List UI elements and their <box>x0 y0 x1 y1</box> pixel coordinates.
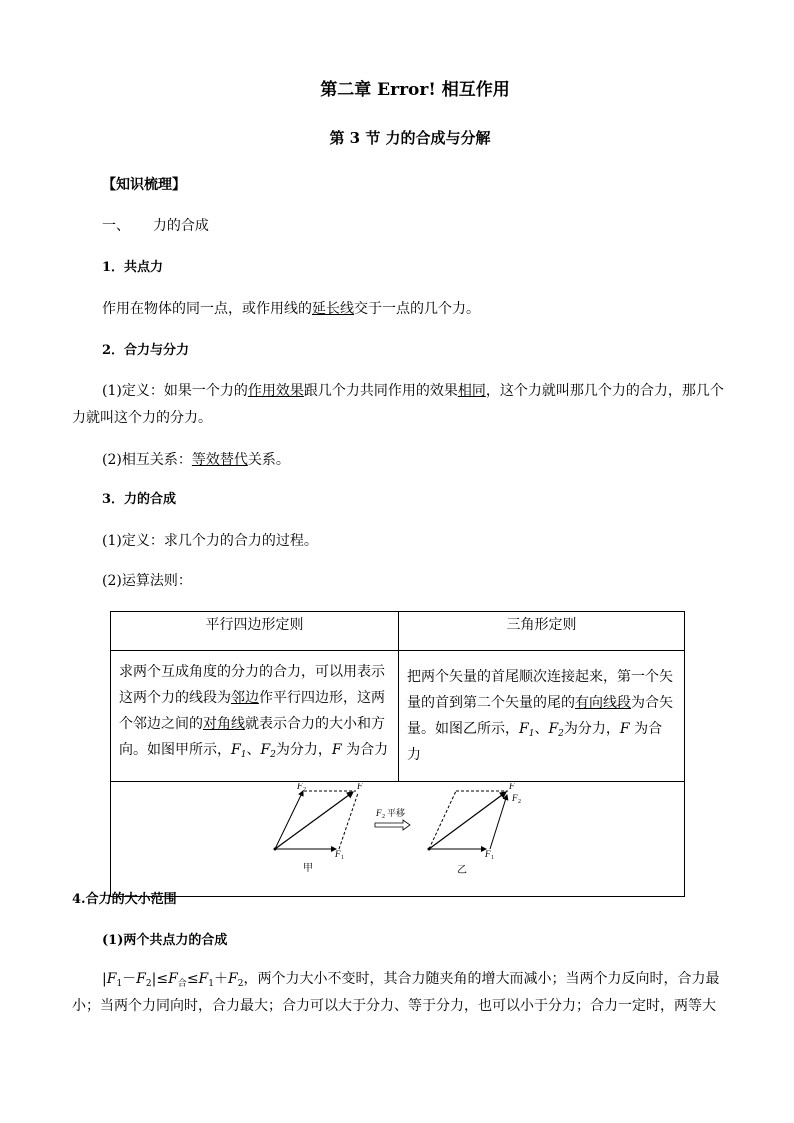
svg-text:1: 1 <box>491 855 494 861</box>
col1-header: 平行四边形定则 <box>111 612 399 651</box>
item1-underlined: 延长线 <box>312 301 354 317</box>
col1-f2: $F_2$ <box>260 742 276 760</box>
part1-number: 一、 <box>102 218 130 234</box>
caption-yi: 乙 <box>457 865 467 876</box>
col2-f1: $F_1$ <box>519 721 535 739</box>
item1-text-after: 交于一点的几个力。 <box>354 301 480 317</box>
jia-label-f2: F <box>297 783 303 791</box>
double-arrow-icon <box>375 820 410 830</box>
relation-after: 关系。 <box>247 452 290 468</box>
yi-label-f1: F <box>485 849 491 859</box>
table-body-row <box>111 651 685 782</box>
item3-rule-label: (2)运算法则： <box>102 573 192 589</box>
def-text-3: ，这个力就叫那几个力的合力，那几个力就叫这个力的分力。 <box>72 383 724 426</box>
force-composition-figure <box>111 783 684 895</box>
figure-cell <box>111 782 685 897</box>
item4-heading: 4.合力的大小范围 <box>72 892 177 907</box>
svg-text:2: 2 <box>303 787 306 793</box>
col2-underlined-1: 有向线段 <box>575 695 631 711</box>
col1-underlined-2: 对角线 <box>203 716 245 732</box>
col2-text-e: 为合力 <box>407 721 663 763</box>
svg-text:F: F <box>376 808 382 818</box>
col1-text-d: 为分力， <box>275 742 332 758</box>
relation-underlined: 等效替代 <box>191 452 248 468</box>
yi-f2-vector <box>490 795 507 849</box>
col1-f: F <box>331 742 342 758</box>
item2-relation <box>102 450 290 470</box>
def-text-1: (1)定义：如果一个力的 <box>102 383 248 399</box>
col1-f1: $F_1$ <box>231 742 247 760</box>
item4-body: ，两个力大小不变时，其合力随夹角的增大而减小；当两个力反向时，合力最小；当两个力同向时，合力最大；合力可以大于分力、等于分力，也可以小于分力；合力一定时，两等大 <box>72 971 720 1014</box>
arrow-text: 平移 <box>387 809 406 819</box>
svg-text:2: 2 <box>518 799 521 805</box>
rules-table <box>110 611 685 897</box>
col1-text-e: 为合力 <box>346 742 389 758</box>
col2-cell: 把两个矢量的首尾顺次连接起来，第一个矢量的首到第二个矢量的尾的有向线段为合矢量。如图乙所示，$F_1$、$F_2$为分力，F 为合力 <box>399 651 685 782</box>
item1-text <box>102 299 480 319</box>
yi-label-f2: F <box>512 793 518 803</box>
col1-text-c: 就表示合力的大小和方向。如图甲所示， <box>119 716 385 758</box>
svg-text:2: 2 <box>382 814 385 820</box>
item1-heading: 1．共点力 <box>102 260 164 275</box>
col2-text-a: 把两个矢量的首尾顺次连接起来，第一个矢量的首到第二个矢量的尾的 <box>407 669 673 711</box>
jia-label-f1: F <box>335 849 341 859</box>
item2-heading: 2．合力与分力 <box>102 343 190 358</box>
col1-text-a: 求两个互成角度的分力的合力，可以用表示这两个力的线段为 <box>119 664 385 706</box>
col1-text-b: 作平行四边形，这两个邻边之间的 <box>119 690 385 732</box>
section-title: 第 3 节 力的合成与分解 <box>329 129 491 147</box>
relation-label: (2)相互关系： <box>102 452 192 468</box>
col2-text-b: 为合矢量。如图乙所示， <box>407 695 673 737</box>
figure-yi <box>428 783 522 876</box>
svg-text:1: 1 <box>341 855 344 861</box>
table-header-row <box>111 612 685 651</box>
item1-text-before: 作用在物体的同一点，或作用线的 <box>102 301 312 317</box>
yi-label-f: F <box>509 783 515 791</box>
col1-cell: 求两个互成角度的分力的合力，可以用表示这两个力的线段为邻边作平行四边形，这两个邻边之间的对角线就表示合力的大小和方向。如图甲所示，$F_1$、$F_2$为分力，F 为合力 <box>111 651 399 782</box>
col2-f: F <box>619 721 630 737</box>
col2-text-d: 为分力， <box>563 721 620 737</box>
part1-heading <box>102 216 209 236</box>
yi-f-vector <box>429 792 506 849</box>
item4-subheading: (1)两个共点力的合成 <box>102 933 228 948</box>
def-underlined-2: 相同 <box>457 383 486 399</box>
def-underlined-1: 作用效果 <box>247 383 304 399</box>
jia-f2-vector <box>275 791 303 849</box>
figure-jia <box>274 783 364 874</box>
translate-arrow <box>375 807 410 830</box>
yi-dashed-left <box>429 791 456 849</box>
item4-text: $|F_1-F_2|\le F_合\le F_1+F_2$，两个力大小不变时，其合力随夹角的增大而减小；当两个力反向时，合力最小；当两个力同向时，合力最大；合力可以大于分力、等于分力，也可以小于分力；合力一定时，两等大 <box>72 971 720 1014</box>
jia-dashed-right <box>339 793 358 849</box>
chapter-title: 第二章 Error! 相互作用 <box>320 80 510 100</box>
item3-heading: 3．力的合成 <box>102 492 177 507</box>
part1-title: 力的合成 <box>152 218 209 234</box>
caption-jia: 甲 <box>303 863 313 874</box>
col2-f2: $F_2$ <box>548 721 564 739</box>
col2-header: 三角形定则 <box>399 612 685 651</box>
table-figure-row <box>111 782 685 897</box>
item2-definition <box>72 378 724 432</box>
col1-underlined-1: 邻边 <box>231 690 259 706</box>
def-text-2: 跟几个力共同作用的效果 <box>303 383 458 399</box>
knowledge-heading: 【知识梳理】 <box>102 177 186 193</box>
jia-label-f: F <box>357 783 363 791</box>
item3-definition: (1)定义：求几个力的合力的过程。 <box>102 533 318 549</box>
jia-f-vector <box>275 792 353 849</box>
